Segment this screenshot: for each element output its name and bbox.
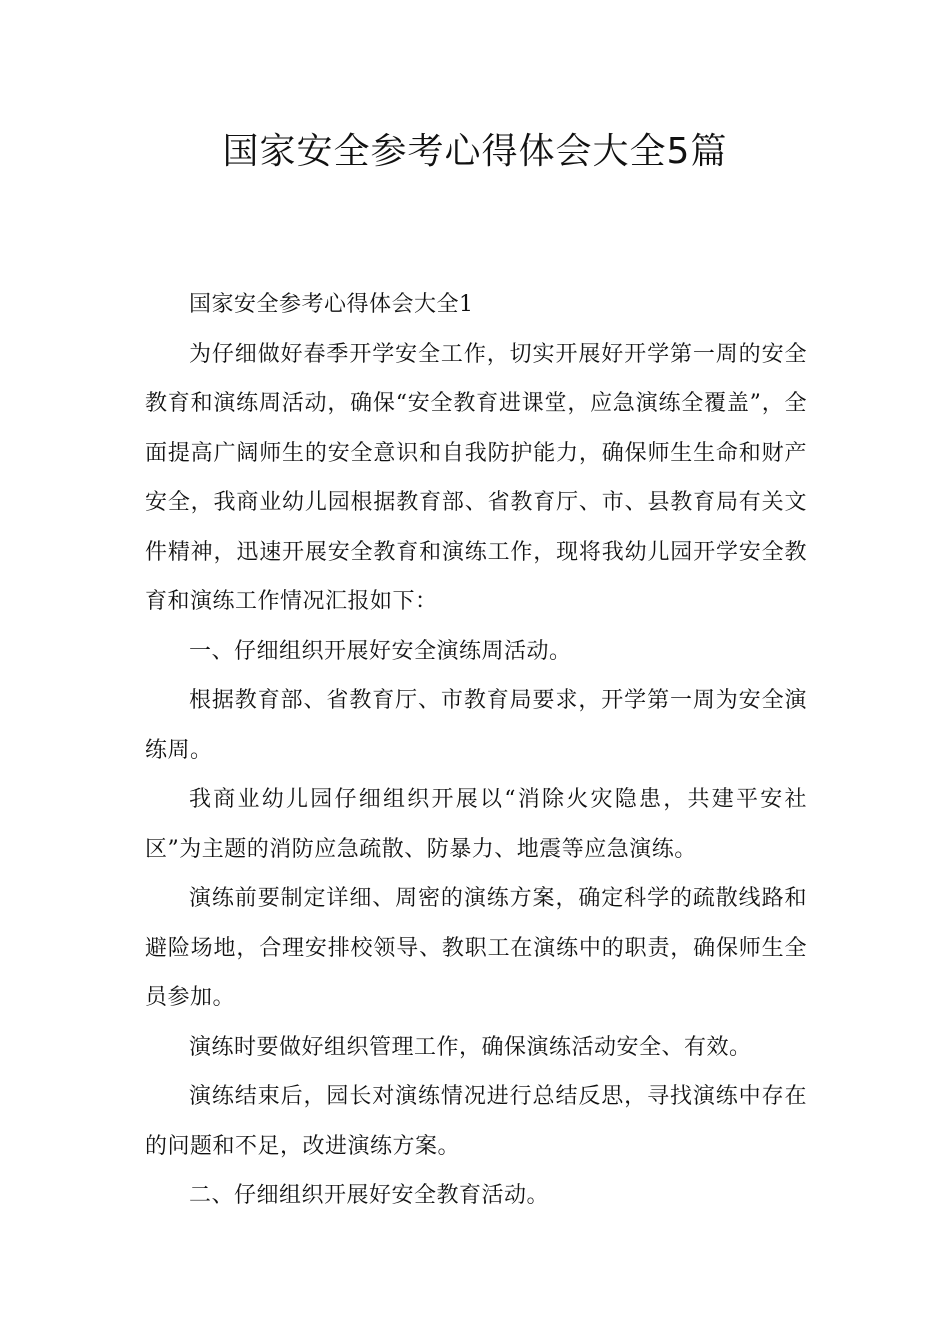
paragraph-drill-plan: 演练前要制定详细、周密的演练方案，确定科学的疏散线路和避险场地，合理安排校领导、教职工在演练中的职责，确保师生全员参加。 [145,886,807,1010]
paragraph-intro: 为仔细做好春季开学安全工作，切实开展好开学第一周的安全教育和演练周活动，确保“安全教育进课堂，应急演练全覆盖”，全面提高广阔师生的安全意识和自我防护能力，确保师生生命和财产安全，我商业幼儿园根据教育部、省教育厅、市、县教育局有关文件精神，迅速开展安全教育和演练工作，现将我幼儿园开学安全教育和演练工作情况汇报如下： [145,341,807,614]
paragraph-drill-summary: 演练结束后，园长对演练情况进行总结反思，寻找演练中存在的问题和不足，改进演练方案。 [145,1084,807,1159]
paragraph-drill-theme: 我商业幼儿园仔细组织开展以“消除火灾隐患，共建平安社区”为主题的消防应急疏散、防暴力、地震等应急演练。 [145,787,807,862]
subheading-drill-week: 一、仔细组织开展好安全演练周活动。 [189,638,572,664]
paragraph-drill-management: 演练时要做好组织管理工作，确保演练活动安全、有效。 [189,1034,752,1060]
subheading-safety-education: 二、仔细组织开展好安全教育活动。 [189,1183,550,1208]
document-title: 国家安全参考心得体会大全5篇 [222,131,728,172]
section-heading-1: 国家安全参考心得体会大全1 [189,292,474,317]
document-body [145,280,807,1221]
paragraph-drill-requirement: 根据教育部、省教育厅、市教育局要求，开学第一周为安全演练周。 [145,688,807,763]
